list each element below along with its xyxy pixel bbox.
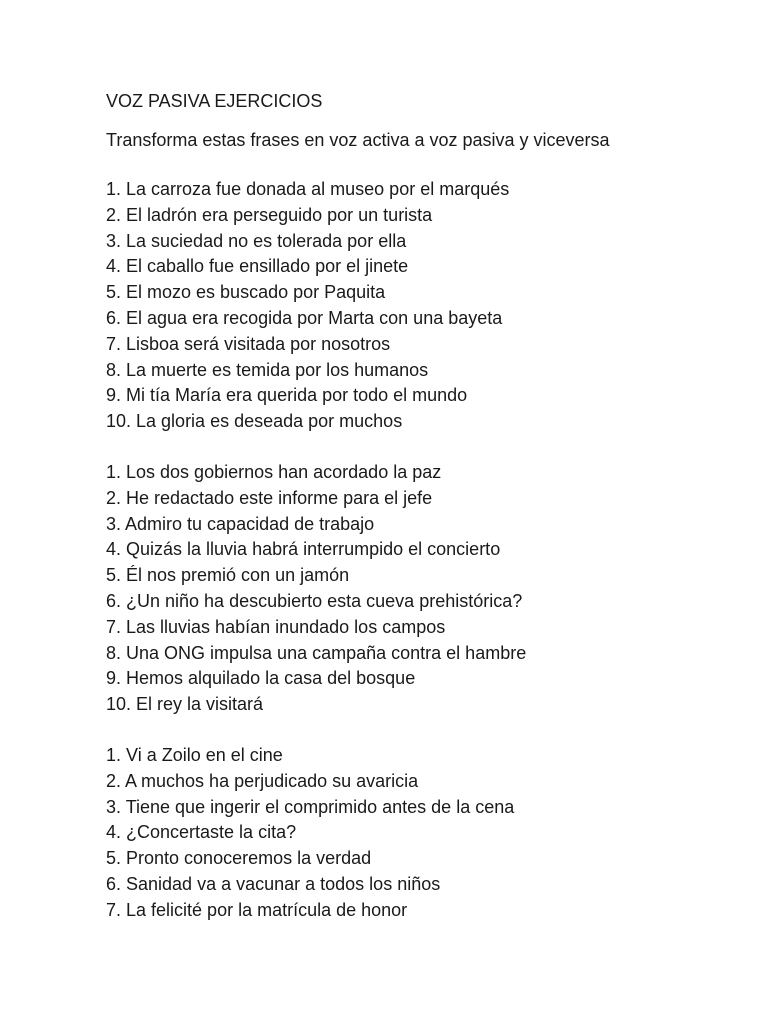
exercise-item: 3. Tiene que ingerir el comprimido antes de la cena	[106, 796, 515, 817]
exercise-item: 2. El ladrón era perseguido por un turista	[106, 204, 433, 225]
exercise-item: 6. ¿Un niño ha descubierto esta cueva prehistórica?	[106, 590, 523, 611]
exercise-item: 1. La carroza fue donada al museo por el marqués	[106, 179, 510, 199]
exercise-item: 7. Las lluvias habían inundado los campos	[106, 616, 446, 637]
exercise-item: 2. He redactado este informe para el jefe	[106, 487, 433, 508]
exercise-item: 1. Vi a Zoilo en el cine	[106, 744, 283, 765]
exercise-item: 5. El mozo es buscado por Paquita	[106, 282, 386, 303]
exercise-item: 9. Mi tía María era querida por todo el mundo	[106, 385, 468, 406]
exercise-item: 4. El caballo fue ensillado por el jinete	[106, 256, 409, 277]
exercise-item: 7. Lisboa será visitada por nosotros	[106, 333, 391, 354]
exercise-section-2	[106, 460, 746, 718]
exercise-item: 3. La suciedad no es tolerada por ella	[106, 230, 407, 251]
exercise-item: 3. Admiro tu capacidad de trabajo	[106, 513, 375, 534]
document-page	[106, 88, 746, 924]
exercise-item: 1. Los dos gobiernos han acordado la paz	[106, 461, 442, 482]
exercise-item: 4. Quizás la lluvia habrá interrumpido el concierto	[106, 539, 501, 560]
exercise-item: 8. Una ONG impulsa una campaña contra el hambre	[106, 642, 527, 663]
exercise-item: 6. Sanidad va a vacunar a todos los niños	[106, 873, 441, 894]
exercise-item: 8. La muerte es temida por los humanos	[106, 359, 429, 380]
exercise-item: 10. El rey la visitará	[106, 694, 264, 715]
exercise-item: 7. La felicité por la matrícula de honor	[106, 899, 408, 920]
exercise-section-1	[106, 177, 746, 435]
document-title: VOZ PASIVA EJERCICIOS	[106, 91, 323, 111]
exercise-item: 10. La gloria es deseada por muchos	[106, 411, 403, 432]
exercise-item: 4. ¿Concertaste la cita?	[106, 822, 297, 843]
exercise-item: 5. Pronto conoceremos la verdad	[106, 848, 372, 869]
exercise-item: 9. Hemos alquilado la casa del bosque	[106, 668, 416, 689]
exercise-instruction: Transforma estas frases en voz activa a voz pasiva y viceversa	[106, 130, 610, 150]
exercise-section-3	[106, 743, 746, 924]
exercise-item: 2. A muchos ha perjudicado su avaricia	[106, 770, 419, 791]
exercise-item: 5. Él nos premió con un jamón	[106, 565, 350, 586]
exercise-item: 6. El agua era recogida por Marta con una bayeta	[106, 307, 503, 328]
